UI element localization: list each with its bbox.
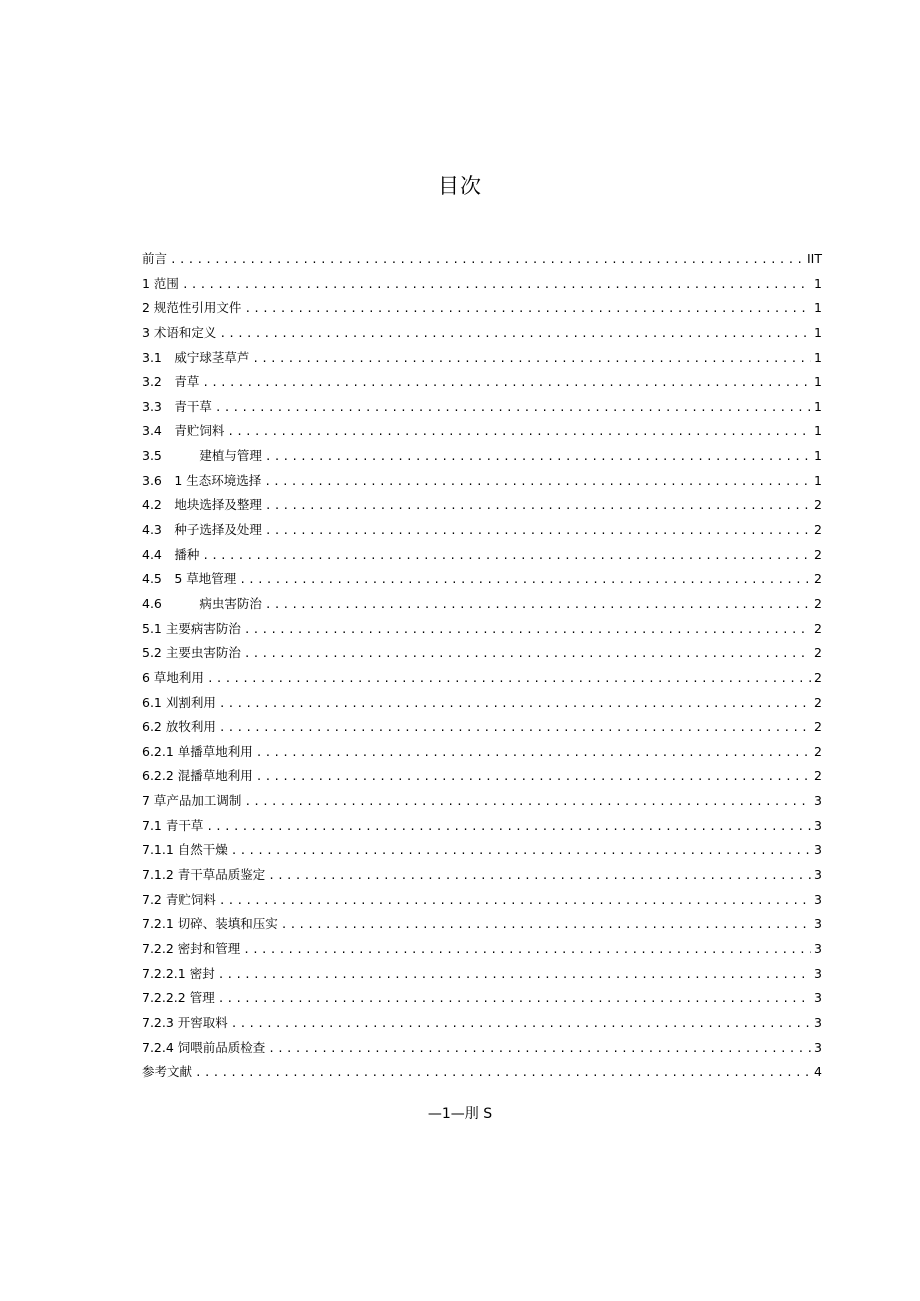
toc-dot-leader (239, 568, 811, 593)
toc-entry-page-number: 1 (814, 448, 822, 464)
toc-entry[interactable] (142, 962, 822, 987)
toc-dot-leader (218, 987, 811, 1012)
toc-entry[interactable] (142, 419, 822, 444)
toc-entry-label: 3.4 青贮饲料 (142, 423, 225, 439)
toc-dot-leader (231, 1012, 811, 1037)
toc-entry-label: 4.5 5 草地管理 (142, 571, 237, 587)
toc-entry-page-number: 3 (814, 793, 822, 809)
toc-entry-page-number: 3 (814, 990, 822, 1006)
toc-dot-leader (256, 741, 811, 766)
toc-entry-page-number: 1 (814, 374, 822, 390)
toc-entry[interactable] (142, 691, 822, 716)
toc-entry-page-number: 3 (814, 842, 822, 858)
toc-entry-label: 3.2 青草 (142, 374, 200, 390)
toc-entry-page-number: 3 (814, 1014, 822, 1030)
toc-entry-page-number: 2 (814, 645, 822, 661)
toc-entry[interactable] (142, 1036, 822, 1061)
toc-dot-leader (281, 913, 811, 938)
toc-entry-label: 4.3 种子选择及处理 (142, 522, 262, 538)
toc-entry-page-number: 1 (814, 349, 822, 365)
toc-entry[interactable] (142, 1060, 822, 1085)
toc-dot-leader (256, 765, 811, 790)
toc-entry[interactable] (142, 444, 822, 469)
toc-entry-page-number: 1 (814, 472, 822, 488)
toc-entry-label: 6 草地利用 (142, 669, 204, 685)
toc-entry[interactable] (142, 370, 822, 395)
toc-dot-leader (170, 248, 804, 273)
toc-dot-leader (215, 396, 811, 421)
toc-entry[interactable] (142, 1011, 822, 1036)
toc-entry-label: 7.2.2.1 密封 (142, 965, 215, 981)
toc-dot-leader (244, 642, 811, 667)
toc-dot-leader (264, 470, 811, 495)
toc-entry-page-number: 1 (814, 398, 822, 414)
toc-entry[interactable] (142, 567, 822, 592)
toc-entry[interactable] (142, 863, 822, 888)
toc-entry-label: 7.2.3 开窖取料 (142, 1014, 228, 1030)
toc-entry-page-number: 3 (814, 965, 822, 981)
toc-entry-label: 2 规范性引用文件 (142, 300, 242, 316)
toc-entry-page-number: 2 (814, 620, 822, 636)
toc-entry-page-number: 2 (814, 669, 822, 685)
toc-dot-leader (268, 1037, 811, 1062)
toc-entry-label: 7.2.4 饲喂前品质检查 (142, 1039, 266, 1055)
toc-entry-label: 7.2.2.2 管理 (142, 990, 215, 1006)
toc-entry[interactable] (142, 666, 822, 691)
toc-dot-leader (231, 839, 811, 864)
toc-entry[interactable] (142, 764, 822, 789)
toc-dot-leader (227, 420, 811, 445)
toc-dot-leader (244, 297, 811, 322)
toc-entry-page-number: 1 (814, 300, 822, 316)
toc-dot-leader (206, 815, 811, 840)
toc-entry-label: 7.2.1 切碎、装填和压实 (142, 916, 278, 932)
toc-dot-leader (219, 716, 811, 741)
toc-dot-leader (195, 1061, 811, 1086)
toc-entry-label: 4.6 病虫害防治 (142, 595, 262, 611)
toc-entry-label: 7.2 青贮饲料 (142, 891, 216, 907)
toc-entry-label: 3.3 青干草 (142, 398, 212, 414)
toc-entry-page-number: 2 (814, 768, 822, 784)
toc-entry[interactable] (142, 740, 822, 765)
toc-entry[interactable] (142, 469, 822, 494)
toc-entry[interactable] (142, 321, 822, 346)
toc-entry[interactable] (142, 617, 822, 642)
toc-entry[interactable] (142, 986, 822, 1011)
toc-entry[interactable] (142, 346, 822, 371)
toc-entry-label: 6.2.1 单播草地利用 (142, 743, 253, 759)
toc-dot-leader (243, 938, 811, 963)
toc-entry-page-number: 2 (814, 571, 822, 587)
toc-entry-page-number: 2 (814, 743, 822, 759)
toc-entry-label: 7 草产品加工调制 (142, 793, 242, 809)
toc-dot-leader (252, 347, 811, 372)
toc-entry-label: 7.1.1 自然干燥 (142, 842, 228, 858)
toc-dot-leader (202, 371, 811, 396)
page-footer: —1—刖 S (427, 1106, 493, 1122)
toc-entry-label: 7.1 青干草 (142, 817, 204, 833)
toc-entry[interactable] (142, 641, 822, 666)
toc-entry[interactable] (142, 715, 822, 740)
toc-entry[interactable] (142, 247, 822, 272)
toc-entry[interactable] (142, 493, 822, 518)
toc-dot-leader (219, 889, 811, 914)
toc-entry-page-number: 4 (814, 1064, 822, 1080)
toc-entry-page-number: 3 (814, 916, 822, 932)
toc-entry-page-number: 3 (814, 940, 822, 956)
toc-dot-leader (265, 445, 811, 470)
toc-entry-page-number: 2 (814, 694, 822, 710)
toc-dot-leader (244, 618, 811, 643)
toc-entry-page-number: 3 (814, 817, 822, 833)
toc-entry[interactable] (142, 518, 822, 543)
toc-entry[interactable] (142, 395, 822, 420)
toc-dot-leader (265, 519, 811, 544)
toc-entry-label: 1 范围 (142, 275, 179, 291)
toc-entry[interactable] (142, 912, 822, 937)
toc-dot-leader (244, 790, 811, 815)
table-of-contents (142, 247, 822, 1085)
toc-entry-label: 4.2 地块选择及整理 (142, 497, 262, 513)
toc-entry[interactable] (142, 592, 822, 617)
toc-entry-page-number: 2 (814, 522, 822, 538)
toc-dot-leader (268, 864, 811, 889)
toc-dot-leader (218, 963, 811, 988)
toc-entry[interactable] (142, 272, 822, 297)
toc-entry-label: 3 术语和定义 (142, 324, 217, 340)
toc-entry[interactable] (142, 789, 822, 814)
toc-entry-label: 7.1.2 青干草品质鉴定 (142, 867, 266, 883)
toc-entry-page-number: 3 (814, 867, 822, 883)
toc-entry-label: 3.6 1 生态环境选择 (142, 472, 262, 488)
page-title: 目次 (438, 174, 482, 198)
toc-dot-leader (219, 692, 811, 717)
toc-entry-label: 6.1 刈割利用 (142, 694, 216, 710)
toc-entry-label: 7.2.2 密封和管理 (142, 940, 241, 956)
toc-dot-leader (219, 322, 811, 347)
toc-entry-page-number: 1 (814, 324, 822, 340)
toc-entry-page-number: 2 (814, 546, 822, 562)
toc-entry-page-number: 2 (814, 497, 822, 513)
toc-entry[interactable] (142, 296, 822, 321)
toc-entry-page-number: 2 (814, 719, 822, 735)
toc-dot-leader (207, 667, 811, 692)
toc-entry-label: 参考文献 (142, 1064, 193, 1080)
toc-entry[interactable] (142, 888, 822, 913)
toc-entry-page-number: 3 (814, 1039, 822, 1055)
toc-entry-page-number: 2 (814, 595, 822, 611)
toc-entry[interactable] (142, 543, 822, 568)
toc-entry[interactable] (142, 838, 822, 863)
toc-entry-label: 3.5 建植与管理 (142, 448, 262, 464)
toc-entry-label: 5.2 主要虫害防治 (142, 645, 241, 661)
toc-entry-label: 4.4 播种 (142, 546, 200, 562)
toc-entry-label: 5.1 主要病害防治 (142, 620, 241, 636)
toc-entry-label: 前言 (142, 251, 168, 266)
toc-dot-leader (265, 494, 811, 519)
toc-entry-page-number: 1 (814, 423, 822, 439)
toc-entry-page-number: 3 (814, 891, 822, 907)
toc-dot-leader (202, 544, 811, 569)
toc-dot-leader (265, 593, 811, 618)
toc-entry[interactable] (142, 814, 822, 839)
toc-entry-label: 6.2.2 混播草地利用 (142, 768, 253, 784)
toc-entry-label: 6.2 放牧利用 (142, 719, 216, 735)
toc-dot-leader (182, 273, 811, 298)
toc-entry[interactable] (142, 937, 822, 962)
toc-entry-page-number: 1 (814, 275, 822, 291)
toc-entry-label: 3.1 威宁球茎草芦 (142, 349, 250, 365)
toc-entry-page-number: IIT (806, 251, 822, 266)
